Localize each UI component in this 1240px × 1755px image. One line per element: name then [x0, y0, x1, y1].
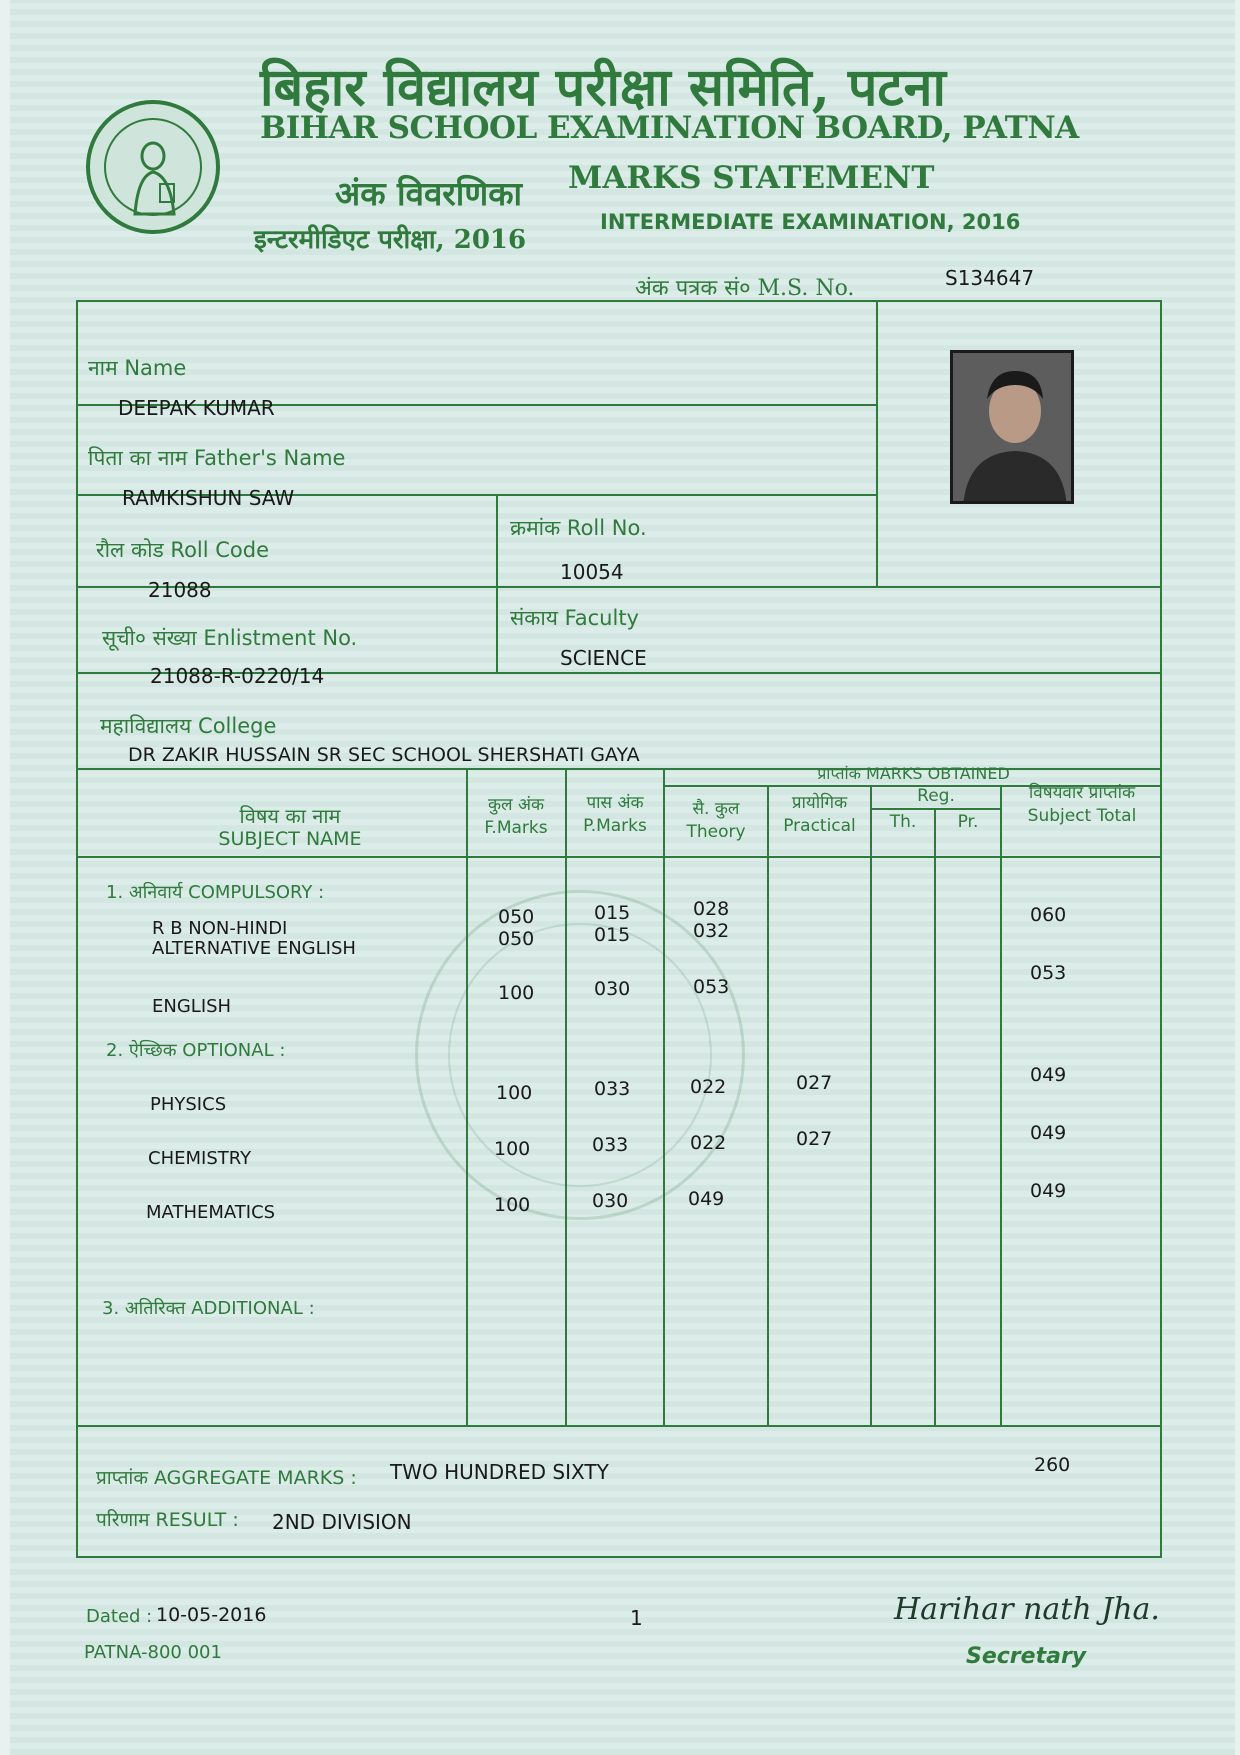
- roll-code-label: रौल कोड Roll Code: [96, 538, 270, 562]
- pmarks-chemistry: 033: [592, 1134, 629, 1156]
- theory-header-english: Theory: [686, 822, 746, 842]
- fmarks-rb-non-hindi: 050: [498, 906, 535, 928]
- subject-total-header-hindi: विषयवार प्राप्तांक: [1028, 783, 1136, 803]
- college-value: DR ZAKIR HUSSAIN SR SEC SCHOOL SHERSHATI GAYA: [128, 744, 640, 766]
- col-line: [870, 785, 872, 1425]
- issuing-place: PATNA-800 001: [84, 1642, 222, 1663]
- board-title-english: BIHAR SCHOOL EXAMINATION BOARD, PATNA: [260, 110, 1079, 146]
- theory-mathematics: 049: [688, 1188, 725, 1210]
- document-title-hindi: अंक विवरणिका: [335, 174, 523, 213]
- divider: [76, 586, 1162, 588]
- total-mathematics: 049: [1030, 1180, 1067, 1202]
- pmarks-mathematics: 030: [592, 1190, 629, 1212]
- faculty-value: SCIENCE: [560, 646, 647, 670]
- marks-statement-sheet: [10, 0, 1235, 1755]
- reg-header: Reg.: [917, 786, 955, 806]
- fmarks-physics: 100: [496, 1082, 533, 1104]
- subject-mathematics: MATHEMATICS: [146, 1202, 276, 1223]
- signatory-title: Secretary: [966, 1644, 1087, 1669]
- aggregate-in-words: TWO HUNDRED SIXTY: [390, 1460, 609, 1484]
- fmarks-alternative-english: 050: [498, 928, 535, 950]
- name-label: नाम Name: [88, 356, 187, 380]
- reg-th-header: Th.: [889, 812, 917, 832]
- theory-rb-non-hindi: 028: [693, 898, 730, 920]
- roll-no-label: क्रमांक Roll No.: [510, 516, 647, 540]
- col-line: [767, 785, 769, 1425]
- section-additional: 3. अतिरिक्त ADDITIONAL :: [102, 1298, 315, 1319]
- result-label: परिणाम RESULT :: [96, 1509, 239, 1531]
- dated-label: Dated :: [86, 1606, 153, 1627]
- theory-header-hindi: सै. कुल: [692, 799, 740, 819]
- secretary-signature: Harihar nath Jha.: [894, 1592, 1160, 1627]
- fmarks-chemistry: 100: [494, 1138, 531, 1160]
- pmarks-alternative-english: 015: [594, 924, 631, 946]
- subject-alternative-english: ALTERNATIVE ENGLISH: [152, 938, 356, 959]
- practical-physics: 027: [796, 1072, 833, 1094]
- dated-value: 10-05-2016: [156, 1604, 267, 1626]
- page-number: 1: [630, 1606, 643, 1630]
- roll-no-value: 10054: [560, 560, 624, 584]
- student-photo: [950, 350, 1074, 504]
- pmarks-rb-non-hindi: 015: [594, 902, 631, 924]
- total-chemistry: 049: [1030, 1122, 1067, 1144]
- total-non-hindi-combined: 060: [1030, 904, 1067, 926]
- pmarks-physics: 033: [594, 1078, 631, 1100]
- fmarks-mathematics: 100: [494, 1194, 531, 1216]
- table-bottom-line: [76, 1425, 1162, 1427]
- exam-name-hindi: इन्टरमीडिएट परीक्षा, 2016: [254, 225, 527, 255]
- exam-name-english: INTERMEDIATE EXAMINATION, 2016: [600, 210, 1021, 234]
- student-name: DEEPAK KUMAR: [118, 396, 275, 420]
- subject-physics: PHYSICS: [150, 1094, 227, 1115]
- subject-english: ENGLISH: [152, 996, 232, 1017]
- theory-chemistry: 022: [690, 1132, 727, 1154]
- marks-obtained-header: प्राप्तांक MARKS OBTAINED: [817, 764, 1010, 783]
- pmarks-header-english: P.Marks: [583, 816, 647, 836]
- section-compulsory: 1. अनिवार्य COMPULSORY :: [106, 882, 325, 903]
- subject-header-hindi: विषय का नाम: [239, 804, 341, 828]
- col-line: [934, 808, 936, 1425]
- father-name: RAMKISHUN SAW: [122, 486, 295, 510]
- reg-pr-header: Pr.: [957, 812, 979, 832]
- subject-total-header-english: Subject Total: [1027, 806, 1137, 826]
- pmarks-header-hindi: पास अंक: [586, 793, 644, 813]
- college-label: महाविद्यालय College: [100, 714, 277, 738]
- fmarks-header-english: F.Marks: [484, 818, 548, 838]
- col-line: [1000, 785, 1002, 1425]
- result-value: 2ND DIVISION: [272, 1510, 412, 1534]
- document-title-english: MARKS STATEMENT: [568, 160, 935, 196]
- total-physics: 049: [1030, 1064, 1067, 1086]
- subject-rb-non-hindi: R B NON-HINDI: [152, 918, 288, 939]
- practical-header-english: Practical: [783, 816, 856, 836]
- roll-code-value: 21088: [148, 578, 212, 602]
- subject-chemistry: CHEMISTRY: [148, 1148, 252, 1169]
- section-optional: 2. ऐच्छिक OPTIONAL :: [106, 1040, 286, 1061]
- enlistment-label: सूची० संख्या Enlistment No.: [102, 626, 358, 650]
- total-english: 053: [1030, 962, 1067, 984]
- fmarks-header-hindi: कुल अंक: [487, 795, 545, 815]
- divider: [496, 494, 498, 672]
- ms-number-label: अंक पत्रक सं० M.S. No.: [635, 276, 855, 301]
- board-title-hindi: बिहार विद्यालय परीक्षा समिति, पटना: [260, 57, 946, 118]
- theory-alternative-english: 032: [693, 920, 730, 942]
- practical-header-hindi: प्रायोगिक: [791, 793, 848, 813]
- board-emblem-icon: [86, 100, 220, 234]
- faculty-label: संकाय Faculty: [510, 606, 639, 630]
- pmarks-english: 030: [594, 978, 631, 1000]
- aggregate-label: प्राप्तांक AGGREGATE MARKS :: [96, 1467, 357, 1489]
- fmarks-english: 100: [498, 982, 535, 1004]
- enlistment-value: 21088-R-0220/14: [150, 664, 325, 688]
- theory-english: 053: [693, 976, 730, 998]
- ms-number-value: S134647: [945, 266, 1035, 290]
- subject-header-english: SUBJECT NAME: [218, 828, 362, 850]
- aggregate-total: 260: [1034, 1454, 1071, 1476]
- theory-physics: 022: [690, 1076, 727, 1098]
- photo-divider: [876, 300, 878, 586]
- father-name-label: पिता का नाम Father's Name: [88, 446, 346, 470]
- practical-chemistry: 027: [796, 1128, 833, 1150]
